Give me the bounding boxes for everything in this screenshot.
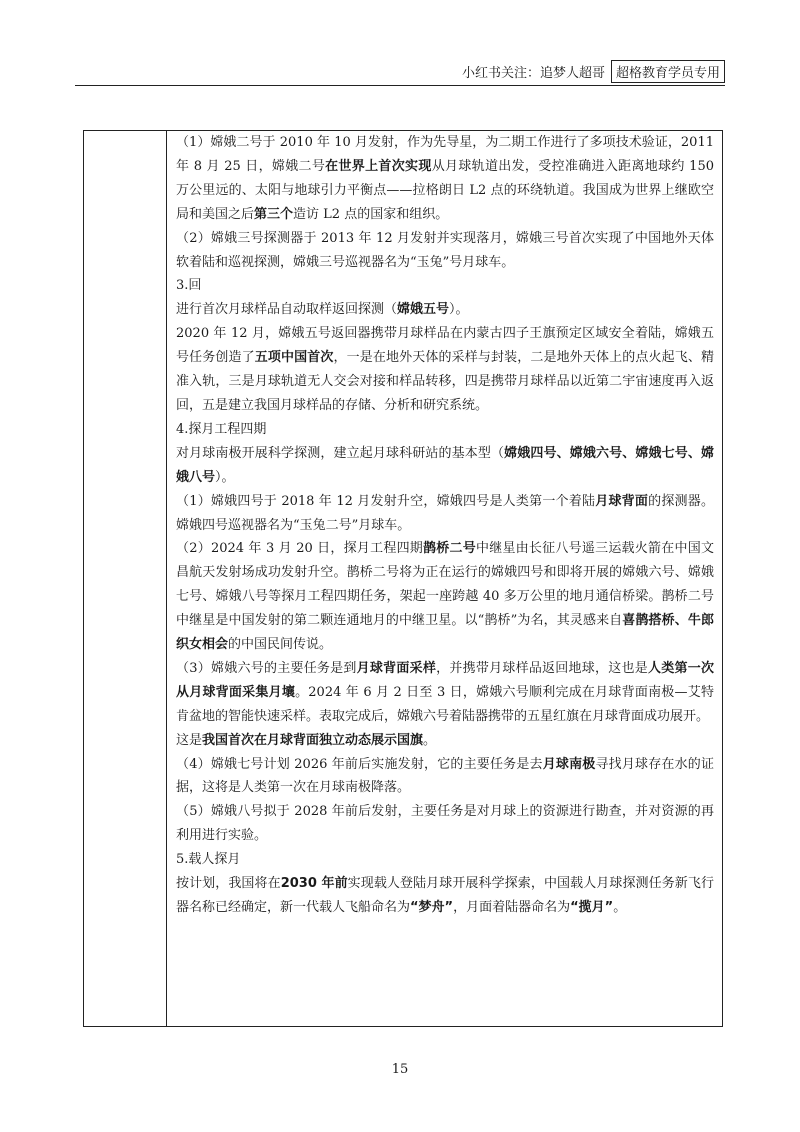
paragraph-chang-e-5: 2020 年 12 月，嫦娥五号返回器携带月球样品在内蒙古四子王旗预定区域安全着陆，嫦娥五号任务创造了五项中国首次，一是在地外天体的采样与封装，二是地外天体上的点火起飞、精准入轨，三是月球轨道无人交会对接和样品转移，四是携带月球样品以近第二宇宙速度再入返回，五是建立我国月球样品的存储、分析和研究系统。 <box>176 326 714 413</box>
content-table <box>83 130 723 1027</box>
section-heading-return: 3.回 <box>176 278 202 294</box>
paragraph-chang-e-3: （2）嫦娥三号探测器于 2013 年 12 月发射并实现落月，嫦娥三号首次实现了中国地外天体软着陆和巡视探测，嫦娥三号巡视器名为“玉兔”号月球车。 <box>176 230 714 270</box>
paragraph-chang-e-8: （5）嫦娥八号拟于 2028 年前后发射，主要任务是对月球上的资源进行勘查，并对资源的再利用进行实验。 <box>176 804 714 844</box>
paragraph-crewed-plan: 按计划，我国将在2030 年前实现载人登陆月球开展科学探索，中国载人月球探测任务新飞行器名称已经确定，新一代载人飞船命名为“梦舟”，月面着陆器命名为“揽月”。 <box>176 876 714 915</box>
section-heading-phase-4: 4.探月工程四期 <box>176 421 267 437</box>
paragraph-chang-e-7: （4）嫦娥七号计划 2026 年前后实施发射，它的主要任务是去月球南极寻找月球存在水的证据，这将是人类第一次在月球南极降落。 <box>176 756 714 796</box>
page-header <box>462 60 725 83</box>
section-heading-crewed: 5.载人探月 <box>176 852 241 868</box>
paragraph-return-intro: 进行首次月球样品自动取样返回探测（嫦娥五号）。 <box>176 302 469 318</box>
header-rule <box>75 85 725 86</box>
paragraph-phase-4-intro: 对月球南极开展科学探测，建立起月球科研站的基本型（嫦娥四号、嫦娥六号、嫦娥七号、嫦娥八号）。 <box>176 445 714 485</box>
header-text: 小红书关注：追梦人超哥 <box>461 66 605 81</box>
page-number: 15 <box>391 1062 409 1077</box>
table-content-cell <box>176 131 714 920</box>
paragraph-chang-e-2: （1）嫦娥二号于 2010 年 10 月发射，作为先导星，为二期工作进行了多项技术验证，2011 年 8 月 25 日，嫦娥二号在世界上首次实现从月球轨道出发，受控准确进入距离地球约 150 万公里远的、太阳与地球引力平衡点——拉格朗日 L2 点的环绕轨道。我国成为世界上继欧空局和美国之后第三个造访 L2 点的国家和组织。 <box>176 135 714 222</box>
table-left-column <box>84 131 167 1026</box>
paragraph-flag-display: 这是我国首次在月球背面独立动态展示国旗。 <box>176 732 437 748</box>
paragraph-chang-e-4: （1）嫦娥四号于 2018 年 12 月发射升空，嫦娥四号是人类第一个着陆月球背面的探测器。嫦娥四号巡视器名为“玉兔二号”月球车。 <box>176 493 714 533</box>
paragraph-queqiao-2: （2）2024 年 3 月 20 日，探月工程四期鹊桥二号中继星由长征八号遥三运载火箭在中国文昌航天发射场成功发射升空。鹊桥二号将为正在运行的嫦娥四号和即将开展的嫦娥六号、嫦娥七号、嫦娥八号等探月工程四期任务，架起一座跨越 40 多万公里的地月通信桥梁。鹊桥二号中继星是中国发射的第二颗连通地月的中继卫星。以“鹊桥”为名，其灵感来自喜鹊搭桥、牛郎织女相会的中国民间传说。 <box>176 541 714 653</box>
paragraph-chang-e-6: （3）嫦娥六号的主要任务是到月球背面采样，并携带月球样品返回地球，这也是人类第一次从月球背面采集月壤。2024 年 6 月 2 日至 3 日，嫦娥六号顺利完成在月球背面南极—艾特肯盆地的智能快速采样。表取完成后，嫦娥六号着陆器携带的五星红旗在月球背面成功展开。 <box>176 660 714 724</box>
header-boxed-label: 超格教育学员专用 <box>611 60 725 83</box>
